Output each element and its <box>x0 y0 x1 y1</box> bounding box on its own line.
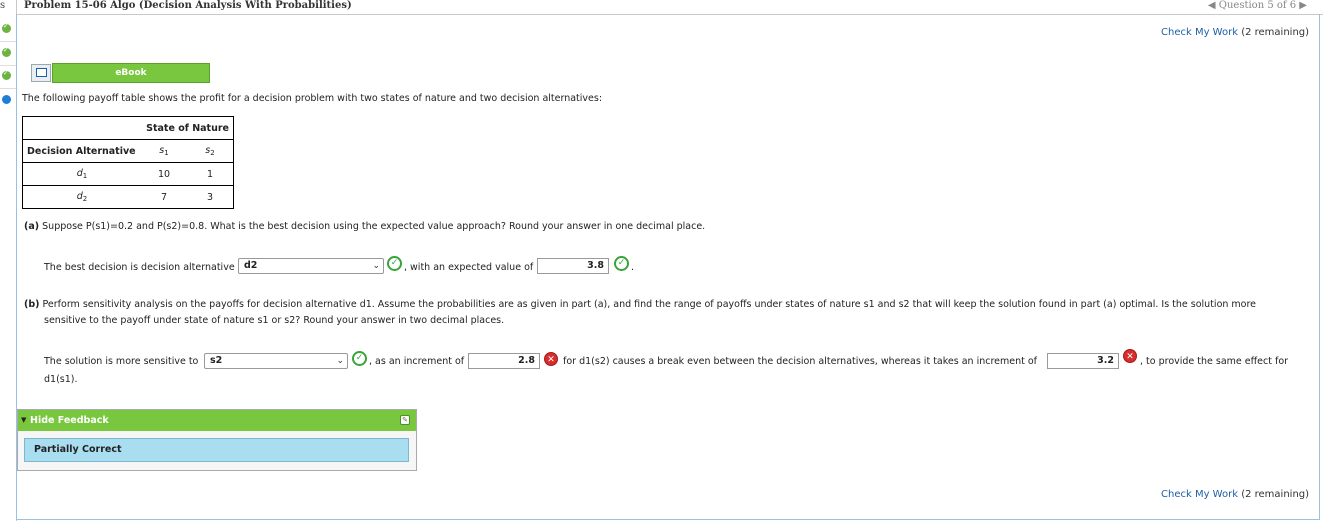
problem-title: Problem 15-06 Algo (Decision Analysis With Probabilities) <box>24 0 352 11</box>
rail-divider <box>0 65 16 66</box>
edge-text: s <box>0 0 6 11</box>
question-status-rail <box>0 14 17 521</box>
payoff-table <box>22 116 234 209</box>
question-navigation[interactable]: ◀ Question 5 of 6 ▶ <box>1207 0 1307 11</box>
rail-divider <box>0 41 16 42</box>
cell-d1-s1: 10 <box>141 163 187 186</box>
correct-check-icon: ✓ <box>614 256 629 271</box>
part-b-state-select[interactable] <box>204 353 348 369</box>
state-s1-header: $s_1$ <box>141 140 187 163</box>
table-row <box>23 163 234 186</box>
increment-s1-input[interactable]: 3.2 <box>1047 353 1119 369</box>
part-b-question-line1: (b) Perform sensitivity analysis on the payoffs for decision alternative d1. Assume the probabilities are as given in part (a), and find the range of payoffs under states of nature s1 and s2 that will keep the solution found in part (a) optimal. Is the solution more <box>24 299 1257 310</box>
current-question-icon[interactable] <box>2 95 11 104</box>
row-d2-label: $d_2$ <box>23 186 142 209</box>
incorrect-x-icon: ✕ <box>544 352 558 366</box>
part-a-selected-value: d2 <box>244 260 258 271</box>
correct-check-icon: ✓ <box>387 256 402 271</box>
part-a-prefix: The best decision is decision alternative <box>44 262 235 273</box>
part-a-question: (a) Suppose P(s1)=0.2 and P(s2)=0.8. What is the best decision using the expected value approach? Round your answer in one decimal place. <box>24 221 706 232</box>
check-remaining: (2 remaining) <box>1241 489 1310 500</box>
question-complete-icon[interactable] <box>2 24 11 33</box>
part-a-decision-select[interactable] <box>238 258 384 274</box>
decision-alternative-header: Decision Alternative <box>23 140 142 163</box>
top-header-bar <box>0 0 1323 15</box>
part-b-text-4: d1(s1). <box>44 374 78 385</box>
chevron-down-icon: ⌄ <box>336 356 344 366</box>
check-my-work-link[interactable]: Check My Work <box>1161 27 1238 38</box>
part-b-prefix: The solution is more sensitive to <box>44 356 199 367</box>
part-a-mid-text: , with an expected value of <box>404 262 534 273</box>
feedback-panel <box>17 409 417 471</box>
chevron-down-icon: ⌄ <box>372 261 380 271</box>
intro-text: The following payoff table shows the profit for a decision problem with two states of nature and two decision alternatives: <box>22 93 603 104</box>
part-b-text-2: for d1(s2) causes a break even between the decision alternatives, whereas it takes an increment of <box>563 356 1038 367</box>
state-of-nature-header: State of Nature <box>23 117 234 140</box>
ebook-button[interactable]: eBook <box>52 63 210 83</box>
feedback-status: Partially Correct <box>24 438 409 462</box>
pencil-icon[interactable]: ✎ <box>400 415 410 425</box>
part-b-question-line2: sensitive to the payoff under state of nature s1 or s2? Round your answer in two decimal places. <box>44 315 505 326</box>
hide-feedback-toggle[interactable] <box>18 410 416 431</box>
incorrect-x-icon: ✕ <box>1123 349 1137 363</box>
part-a-end-text: . <box>631 262 635 273</box>
correct-check-icon: ✓ <box>352 351 367 366</box>
part-b-text-3: , to provide the same effect for <box>1140 356 1289 367</box>
question-complete-icon[interactable] <box>2 71 11 80</box>
state-s2-header: $s_2$ <box>187 140 234 163</box>
part-b-text-1: , as an increment of <box>369 356 465 367</box>
part-b-selected-value: s2 <box>210 355 223 366</box>
check-my-work-top[interactable] <box>1161 27 1309 38</box>
question-complete-icon[interactable] <box>2 48 11 57</box>
check-remaining: (2 remaining) <box>1241 27 1310 38</box>
cell-d1-s2: 1 <box>187 163 234 186</box>
table-row <box>23 186 234 209</box>
check-my-work-link[interactable]: Check My Work <box>1161 489 1238 500</box>
triangle-down-icon: ▼ <box>21 416 27 424</box>
book-icon[interactable] <box>31 64 51 82</box>
cell-d2-s1: 7 <box>141 186 187 209</box>
header-divider <box>16 0 17 14</box>
rail-divider <box>0 88 16 89</box>
check-my-work-bottom[interactable] <box>1161 489 1309 500</box>
expected-value-input[interactable]: 3.8 <box>537 258 609 274</box>
cell-d2-s2: 3 <box>187 186 234 209</box>
hide-feedback-label: Hide Feedback <box>30 415 109 426</box>
increment-s2-input[interactable]: 2.8 <box>468 353 540 369</box>
row-d1-label: $d_1$ <box>23 163 142 186</box>
